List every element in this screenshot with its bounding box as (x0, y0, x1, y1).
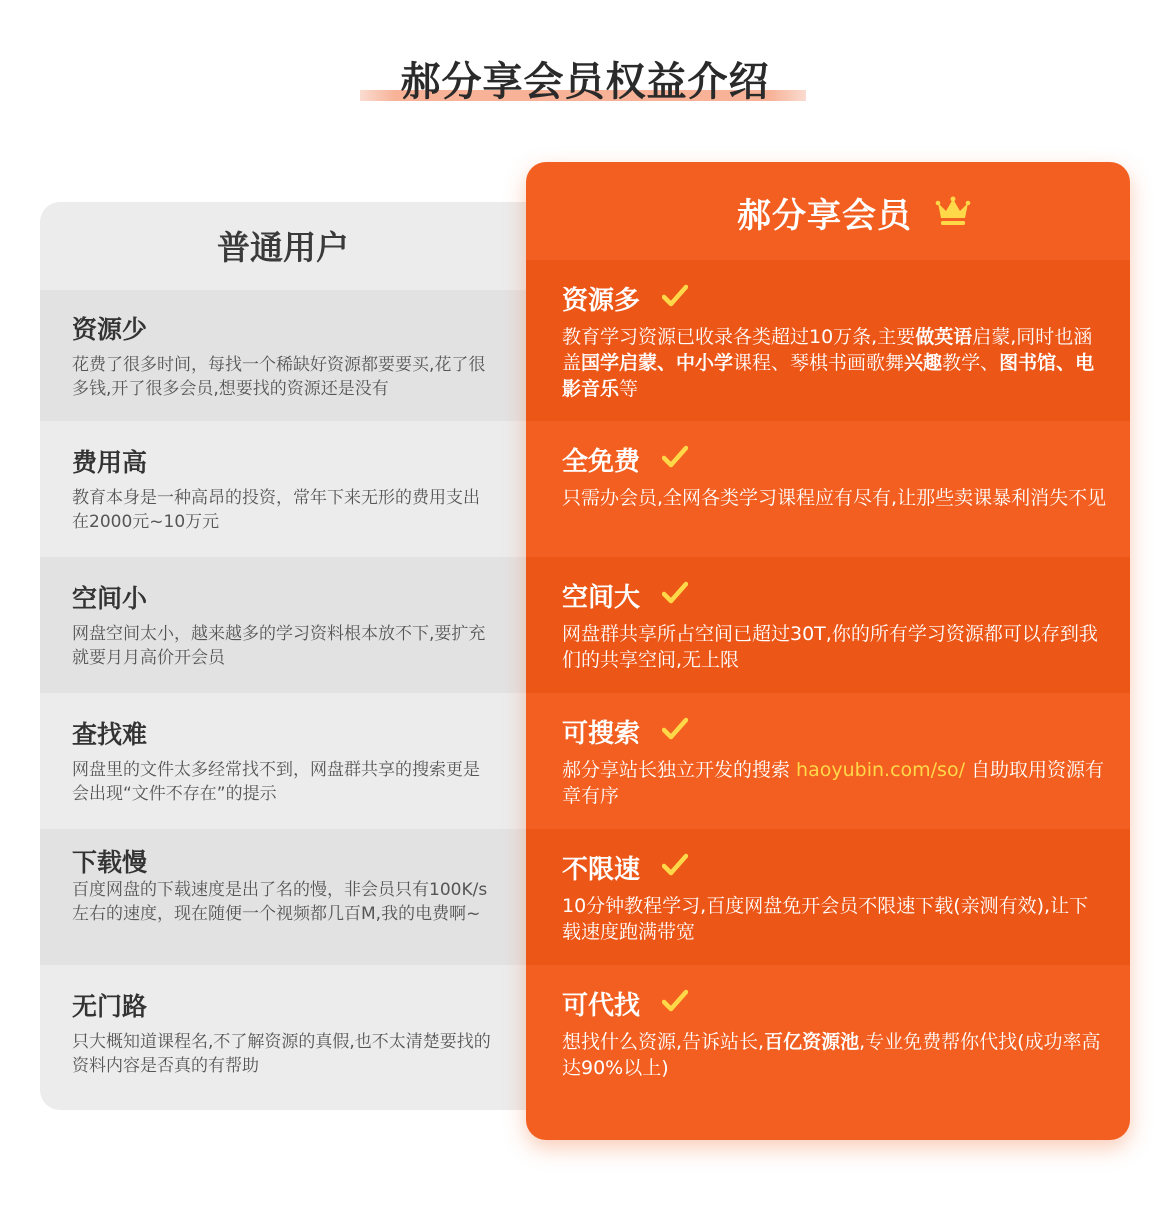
page-title: 郝分享会员权益介绍 (400, 59, 770, 105)
row-description: 网盘里的文件太多经常找不到，网盘群共享的搜索更是会出现“文件不存在”的提示 (72, 760, 480, 804)
row-heading: 不限速 (562, 855, 641, 885)
normal-row-cost (40, 421, 526, 557)
row-heading: 查找难 (72, 720, 148, 749)
vip-card (526, 162, 1130, 1140)
check-icon (662, 989, 688, 1013)
row-description: 教育学习资源已收录各类超过10万条,主要做英语启蒙,同时也涵盖国学启蒙、中小学课程、琴棋书画歌舞兴趣教学、图书馆、电影音乐等 (562, 326, 1095, 400)
vip-header (526, 162, 1130, 260)
row-description: 只需办会员,全网各类学习课程应有尽有,让那些卖课暴利消失不见 (562, 487, 1107, 509)
vip-title: 郝分享会员 (737, 196, 912, 236)
normal-row-search (40, 693, 526, 829)
row-description: 网盘群共享所占空间已超过30T,你的所有学习资源都可以存到我们的共享空间,无上限 (562, 623, 1098, 671)
row-heading: 费用高 (72, 448, 148, 477)
vip-row-search (526, 693, 1130, 829)
normal-user-title: 普通用户 (217, 228, 349, 267)
row-description: 10分钟教程学习,百度网盘免开会员不限速下载(亲测有效),让下载速度跑满带宽 (562, 895, 1089, 943)
row-heading: 可代找 (562, 991, 641, 1021)
normal-row-download (40, 829, 526, 965)
check-icon (662, 717, 688, 741)
row-description: 百度网盘的下载速度是出了名的慢，非会员只有100K/s左右的速度，现在随便一个视频都几百M,我的电费啊~ (72, 880, 488, 924)
normal-row-space (40, 557, 526, 693)
row-description: 只大概知道课程名,不了解资源的真假,也不太清楚要找的资料内容是否真的有帮助 (72, 1032, 491, 1076)
vip-row-free (526, 421, 1130, 557)
check-icon (662, 581, 688, 605)
normal-row-resources (40, 290, 526, 421)
row-heading: 全免费 (562, 447, 641, 477)
row-heading: 下载慢 (72, 848, 148, 877)
vip-row-space (526, 557, 1130, 693)
vip-row-find (526, 965, 1130, 1140)
check-icon (662, 445, 688, 469)
vip-row-speed (526, 829, 1130, 965)
row-heading: 可搜索 (562, 719, 641, 749)
normal-user-card (40, 202, 600, 1110)
row-description: 网盘空间太小，越来越多的学习资料根本放不下,要扩充就要月月高价开会员 (72, 624, 486, 668)
check-icon (662, 284, 688, 308)
row-description: 郝分享站长独立开发的搜索 haoyubin.com/so/ 自助取用资源有章有序 (562, 759, 1105, 807)
row-heading: 空间小 (72, 584, 148, 613)
page-header (0, 52, 1170, 112)
row-heading: 无门路 (72, 992, 148, 1021)
check-icon (662, 853, 688, 877)
row-description: 教育本身是一种高昂的投资，常年下来无形的费用支出在2000元~10万元 (72, 488, 480, 532)
row-heading: 资源少 (72, 315, 148, 344)
search-site-link[interactable]: haoyubin.com/so/ (796, 759, 965, 781)
crown-icon (935, 195, 971, 227)
row-description: 想找什么资源,告诉站长,百亿资源池,专业免费帮你代找(成功率高达90%以上) (562, 1031, 1101, 1079)
row-heading: 资源多 (562, 286, 641, 316)
vip-row-resources (526, 260, 1130, 421)
row-description: 花费了很多时间，每找一个稀缺好资源都要要买,花了很多钱,开了很多会员,想要找的资源还是没有 (72, 355, 486, 399)
normal-row-access (40, 965, 526, 1110)
row-heading: 空间大 (562, 583, 641, 613)
